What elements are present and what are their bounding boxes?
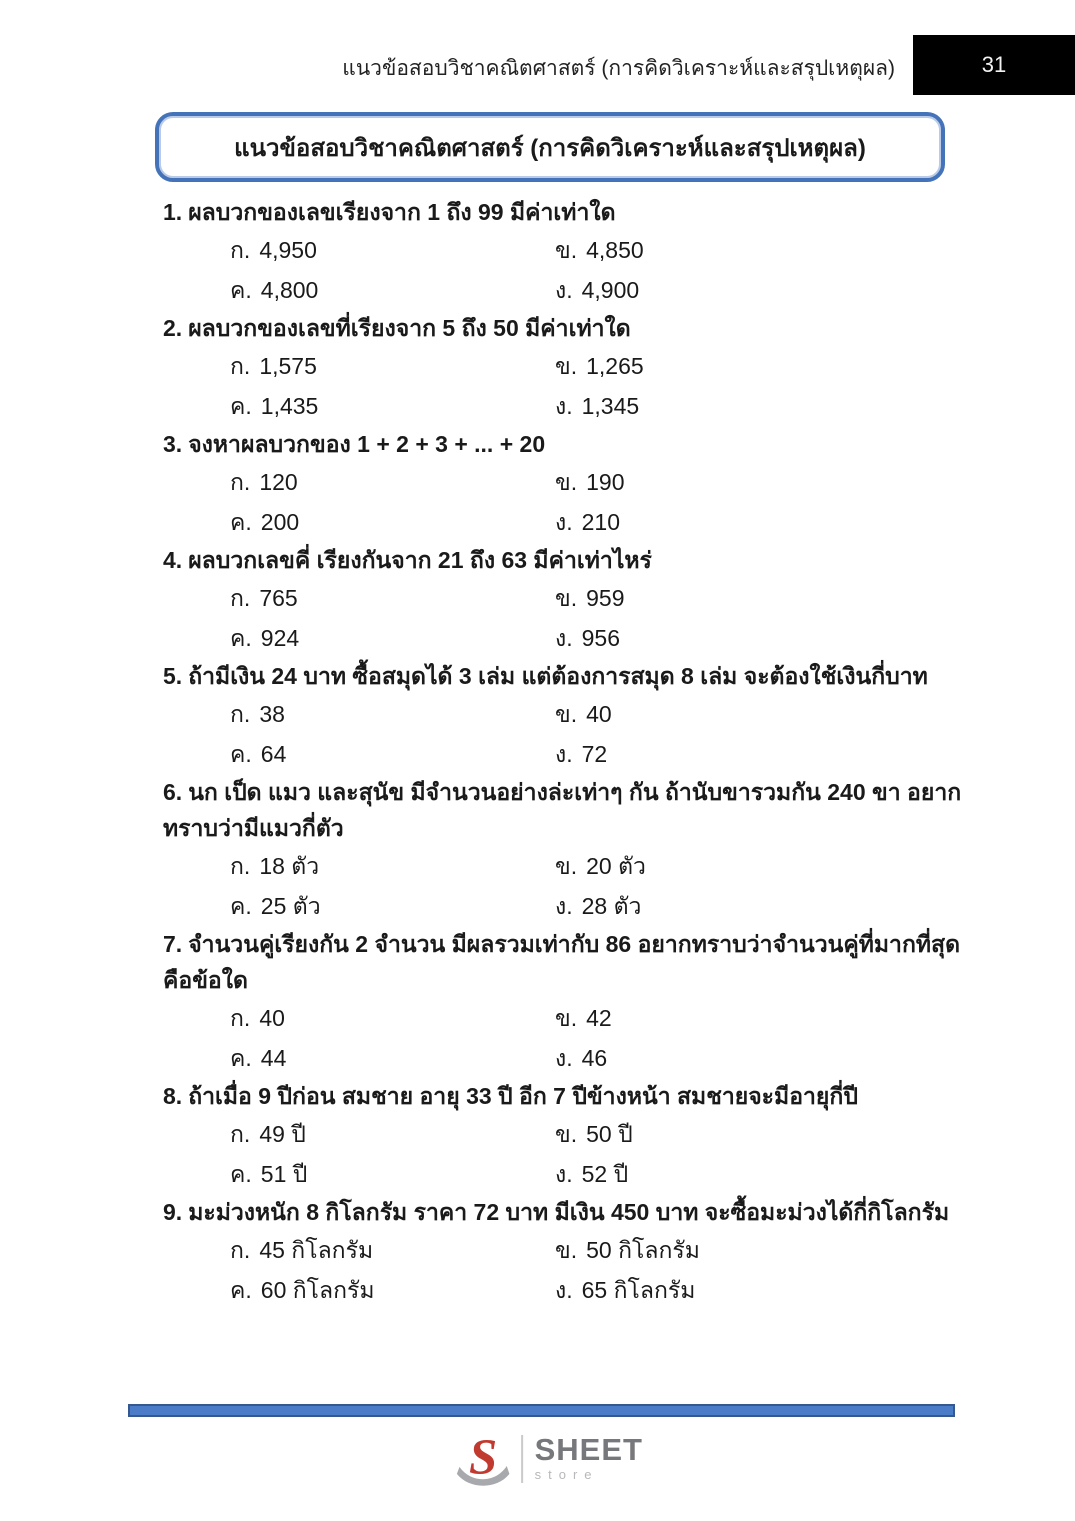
option-b [555,1230,975,1270]
question-number: 2. [163,315,183,341]
option-a [230,230,555,270]
option-label: ค. [230,1045,252,1071]
question-item [163,1078,975,1194]
option-label: ง. [555,393,573,419]
option-b [555,462,975,502]
question-item [163,426,975,542]
option-c [230,734,555,774]
question-number: 6. [163,779,183,805]
option-value: 40 [586,701,612,727]
option-value: 4,950 [259,237,317,263]
question-item [163,542,975,658]
option-label: ข. [555,1005,578,1031]
option-value: 956 [581,625,620,651]
option-value: 190 [586,469,625,495]
option-label: ค. [230,277,252,303]
option-value: 50 ปี [586,1121,633,1147]
option-label: ก. [230,1005,251,1031]
option-value: 18 ตัว [259,853,320,879]
sheet-store-s-icon [455,1428,511,1490]
page-number-box [913,35,1075,95]
option-a [230,1230,555,1270]
question-text: ถ้าเมื่อ 9 ปีก่อน สมชาย อายุ 33 ปี อีก 7 ปีข้างหน้า สมชายจะมีอายุกี่ปี [188,1083,858,1109]
option-label: ข. [555,353,578,379]
question-options [163,998,975,1078]
option-value: 120 [259,469,298,495]
question-text-line [163,1078,975,1114]
option-value: 52 ปี [581,1161,629,1187]
option-d [555,502,975,542]
option-label: ง. [555,1045,573,1071]
option-value: 40 [259,1005,285,1031]
option-b [555,1114,975,1154]
option-a [230,998,555,1038]
option-value: 765 [259,585,298,611]
logo-subtext: store [534,1467,599,1482]
option-label: ก. [230,1121,251,1147]
option-label: ง. [555,741,573,767]
questions-list [163,194,975,1310]
question-item [163,658,975,774]
option-a [230,462,555,502]
question-text-line [163,926,975,998]
option-b [555,230,975,270]
option-value: 20 ตัว [586,853,646,879]
option-value: 42 [586,1005,612,1031]
option-c [230,270,555,310]
option-value: 65 กิโลกรัม [581,1277,696,1303]
option-value: 46 [581,1045,608,1071]
option-label: ง. [555,625,573,651]
option-value: 210 [581,509,620,535]
option-d [555,1270,975,1310]
option-c [230,618,555,658]
question-text: ถ้ามีเงิน 24 บาท ซื้อสมุดได้ 3 เล่ม แต่ต้องการสมุด 8 เล่ม จะต้องใช้เงินกี่บาท [188,663,928,689]
question-item [163,1194,975,1310]
question-item [163,774,975,926]
option-label: ค. [230,509,252,535]
question-text: ผลบวกของเลขที่เรียงจาก 5 ถึง 50 มีค่าเท่าใด [188,315,631,341]
option-c [230,386,555,426]
option-value: 44 [260,1045,287,1071]
question-options [163,694,975,774]
option-a [230,578,555,618]
option-a [230,694,555,734]
option-label: ค. [230,741,252,767]
option-value: 4,850 [586,237,644,263]
sheet-store-logo [455,1428,643,1490]
option-c [230,1038,555,1078]
question-options [163,462,975,542]
question-text: ผลบวกของเลขเรียงจาก 1 ถึง 99 มีค่าเท่าใด [188,199,616,225]
question-text-line [163,1194,975,1230]
question-text: มะม่วงหนัก 8 กิโลกรัม ราคา 72 บาท มีเงิน 450 บาท จะซื้อมะม่วงได้กี่กิโลกรัม [188,1199,950,1225]
svg-text:S: S [468,1428,497,1485]
option-label: ข. [555,1121,578,1147]
question-text-line [163,426,975,462]
question-text: ผลบวกเลขคี่ เรียงกันจาก 21 ถึง 63 มีค่าเท่าไหร่ [188,547,652,573]
option-label: ข. [555,469,578,495]
option-value: 200 [260,509,300,535]
option-label: ง. [555,1277,573,1303]
title-box [155,112,945,182]
option-value: 924 [260,625,300,651]
option-b [555,694,975,734]
option-value: 60 กิโลกรัม [260,1277,375,1303]
question-options [163,1114,975,1194]
question-text-line [163,774,975,846]
option-value: 51 ปี [260,1161,308,1187]
question-options [163,1230,975,1310]
page-number: 31 [981,52,1007,77]
option-b [555,998,975,1038]
option-a [230,346,555,386]
option-a [230,846,555,886]
option-label: ค. [230,393,252,419]
option-d [555,618,975,658]
question-text-line [163,542,975,578]
option-label: ก. [230,701,251,727]
option-d [555,386,975,426]
option-value: 38 [259,701,285,727]
option-b [555,578,975,618]
option-label: ค. [230,1161,252,1187]
option-c [230,1154,555,1194]
question-text-line [163,658,975,694]
question-text: จงหาผลบวกของ 1 + 2 + 3 + ... + 20 [188,431,546,457]
question-number: 1. [163,199,183,225]
question-number: 7. [163,931,183,957]
running-header-title: แนวข้อสอบวิชาคณิตศาสตร์ (การคิดวิเคราะห์และสรุปเหตุผล) [342,57,895,80]
question-options [163,230,975,310]
question-text: นก เป็ด แมว และสุนัข มีจำนวนอย่างล่ะเท่าๆ กัน ถ้านับขารวมกัน 240 ขา อยากทราบว่ามีแมวกี่ตัว [163,779,962,841]
option-d [555,270,975,310]
option-label: ก. [230,353,251,379]
option-value: 959 [586,585,625,611]
question-text-line [163,310,975,346]
option-value: 1,265 [586,353,644,379]
option-d [555,1038,975,1078]
question-number: 5. [163,663,183,689]
option-label: ก. [230,237,251,263]
logo-text-block [534,1432,643,1483]
option-value: 4,800 [260,277,319,303]
question-text-line [163,194,975,230]
option-value: 4,900 [581,277,640,303]
option-label: ข. [555,701,578,727]
option-d [555,734,975,774]
option-value: 1,575 [259,353,317,379]
option-label: ก. [230,853,251,879]
option-value: 49 ปี [259,1121,306,1147]
option-label: ง. [555,509,573,535]
option-label: ก. [230,585,251,611]
option-label: ข. [555,853,578,879]
option-label: ค. [230,893,252,919]
option-value: 1,435 [260,393,319,419]
question-number: 4. [163,547,183,573]
question-number: 9. [163,1199,183,1225]
question-text: จำนวนคู่เรียงกัน 2 จำนวน มีผลรวมเท่ากับ 86 อยากทราบว่าจำนวนคู่ที่มากที่สุดคือข้อใด [163,931,961,993]
option-b [555,346,975,386]
option-value: 50 กิโลกรัม [586,1237,700,1263]
question-number: 3. [163,431,183,457]
logo-wordmark: SHEET [534,1432,643,1467]
option-d [555,886,975,926]
option-value: 25 ตัว [260,893,321,919]
logo-divider-line [521,1435,523,1483]
option-label: ข. [555,237,578,263]
option-b [555,846,975,886]
option-label: ค. [230,1277,252,1303]
option-label: ค. [230,625,252,651]
footer-divider-bar [128,1404,955,1417]
page-title: แนวข้อสอบวิชาคณิตศาสตร์ (การคิดวิเคราะห์และสรุปเหตุผล) [234,134,866,162]
option-d [555,1154,975,1194]
question-options [163,846,975,926]
option-value: 72 [581,741,608,767]
option-label: ง. [555,277,573,303]
option-value: 28 ตัว [581,893,642,919]
option-label: ก. [230,1237,251,1263]
option-label: ง. [555,1161,573,1187]
option-c [230,502,555,542]
question-options [163,346,975,426]
question-item [163,310,975,426]
question-number: 8. [163,1083,183,1109]
option-label: ข. [555,1237,578,1263]
option-value: 1,345 [581,393,640,419]
option-label: ข. [555,585,578,611]
option-value: 64 [260,741,287,767]
question-item [163,194,975,310]
option-value: 45 กิโลกรัม [259,1237,374,1263]
option-c [230,1270,555,1310]
option-c [230,886,555,926]
question-options [163,578,975,658]
option-label: ก. [230,469,251,495]
question-item [163,926,975,1078]
option-label: ง. [555,893,573,919]
option-a [230,1114,555,1154]
